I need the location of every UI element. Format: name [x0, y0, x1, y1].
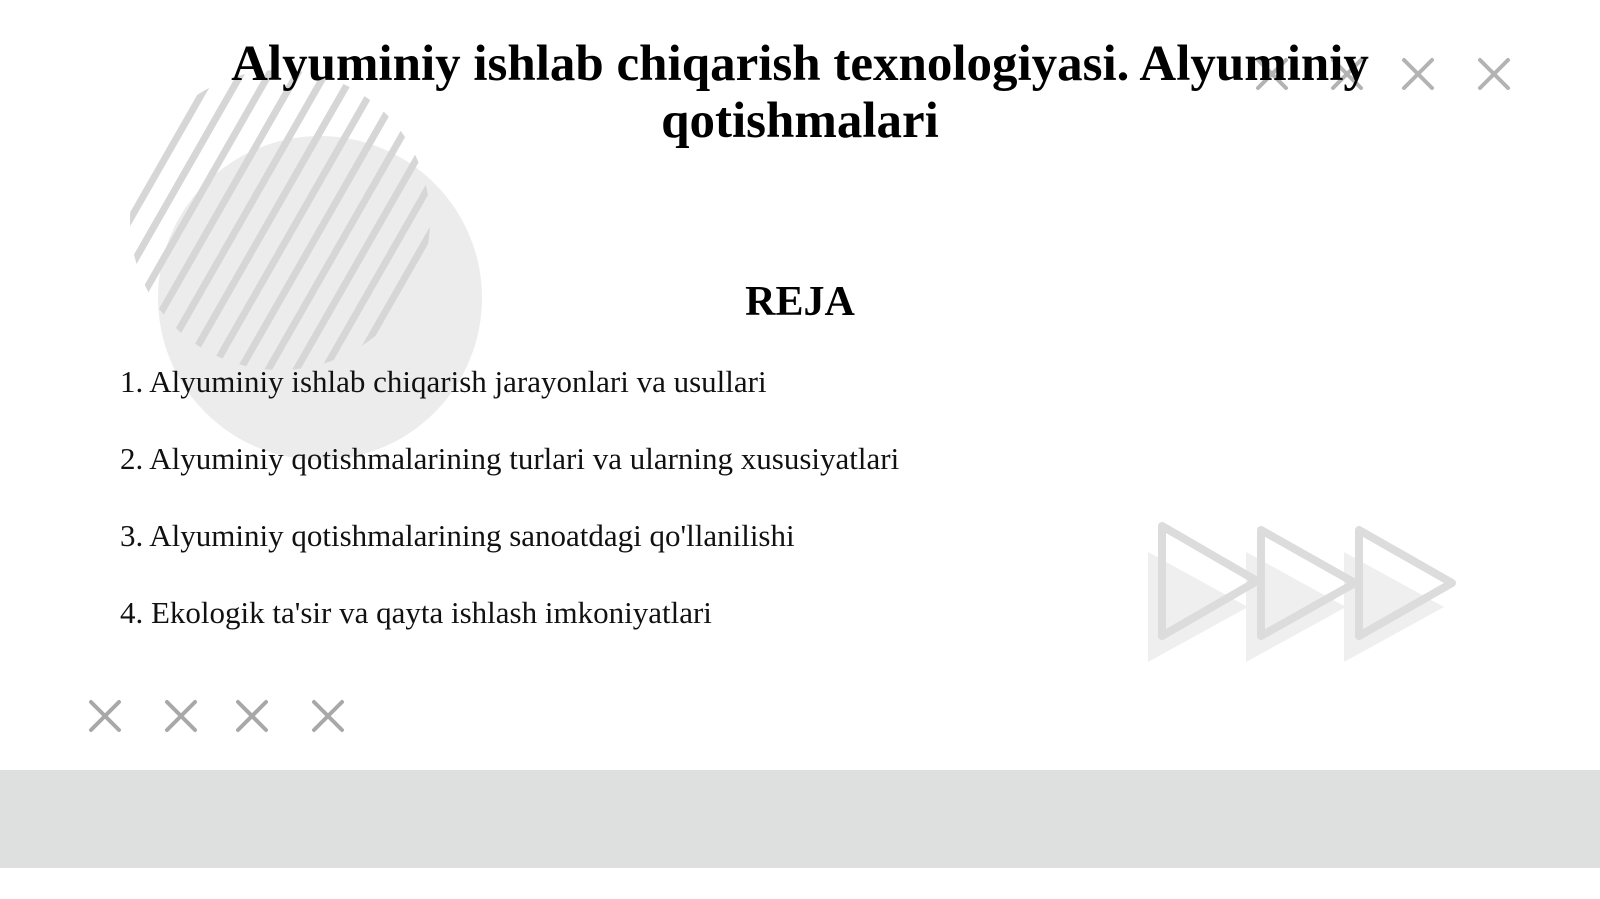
plan-list [120, 362, 899, 670]
plan-item-3: 3. Alyuminiy qotishmalarining sanoatdagi qo'llanilishi [120, 518, 795, 553]
cross-icon [238, 702, 266, 730]
plan-item-1: 1. Alyuminiy ishlab chiqarish jarayonlari va usullari [120, 364, 767, 399]
cross-icons-bottom-left [91, 702, 342, 730]
slide-title: Alyuminiy ishlab chiqarish texnologiyasi. Alyuminiy qotishmalari [231, 36, 1369, 149]
cross-icon [167, 702, 195, 730]
cross-icon [1480, 60, 1508, 88]
plan-item-2: 2. Alyuminiy qotishmalarining turlari va ularning xususiyatlari [120, 441, 900, 476]
cross-icon [314, 702, 342, 730]
play-arrow-icons [1148, 526, 1452, 662]
footer-band [0, 770, 1600, 868]
cross-icon [91, 702, 119, 730]
plan-heading: REJA [745, 279, 855, 325]
plan-item-4: 4. Ekologik ta'sir va qayta ishlash imkoniyatlari [120, 595, 712, 630]
